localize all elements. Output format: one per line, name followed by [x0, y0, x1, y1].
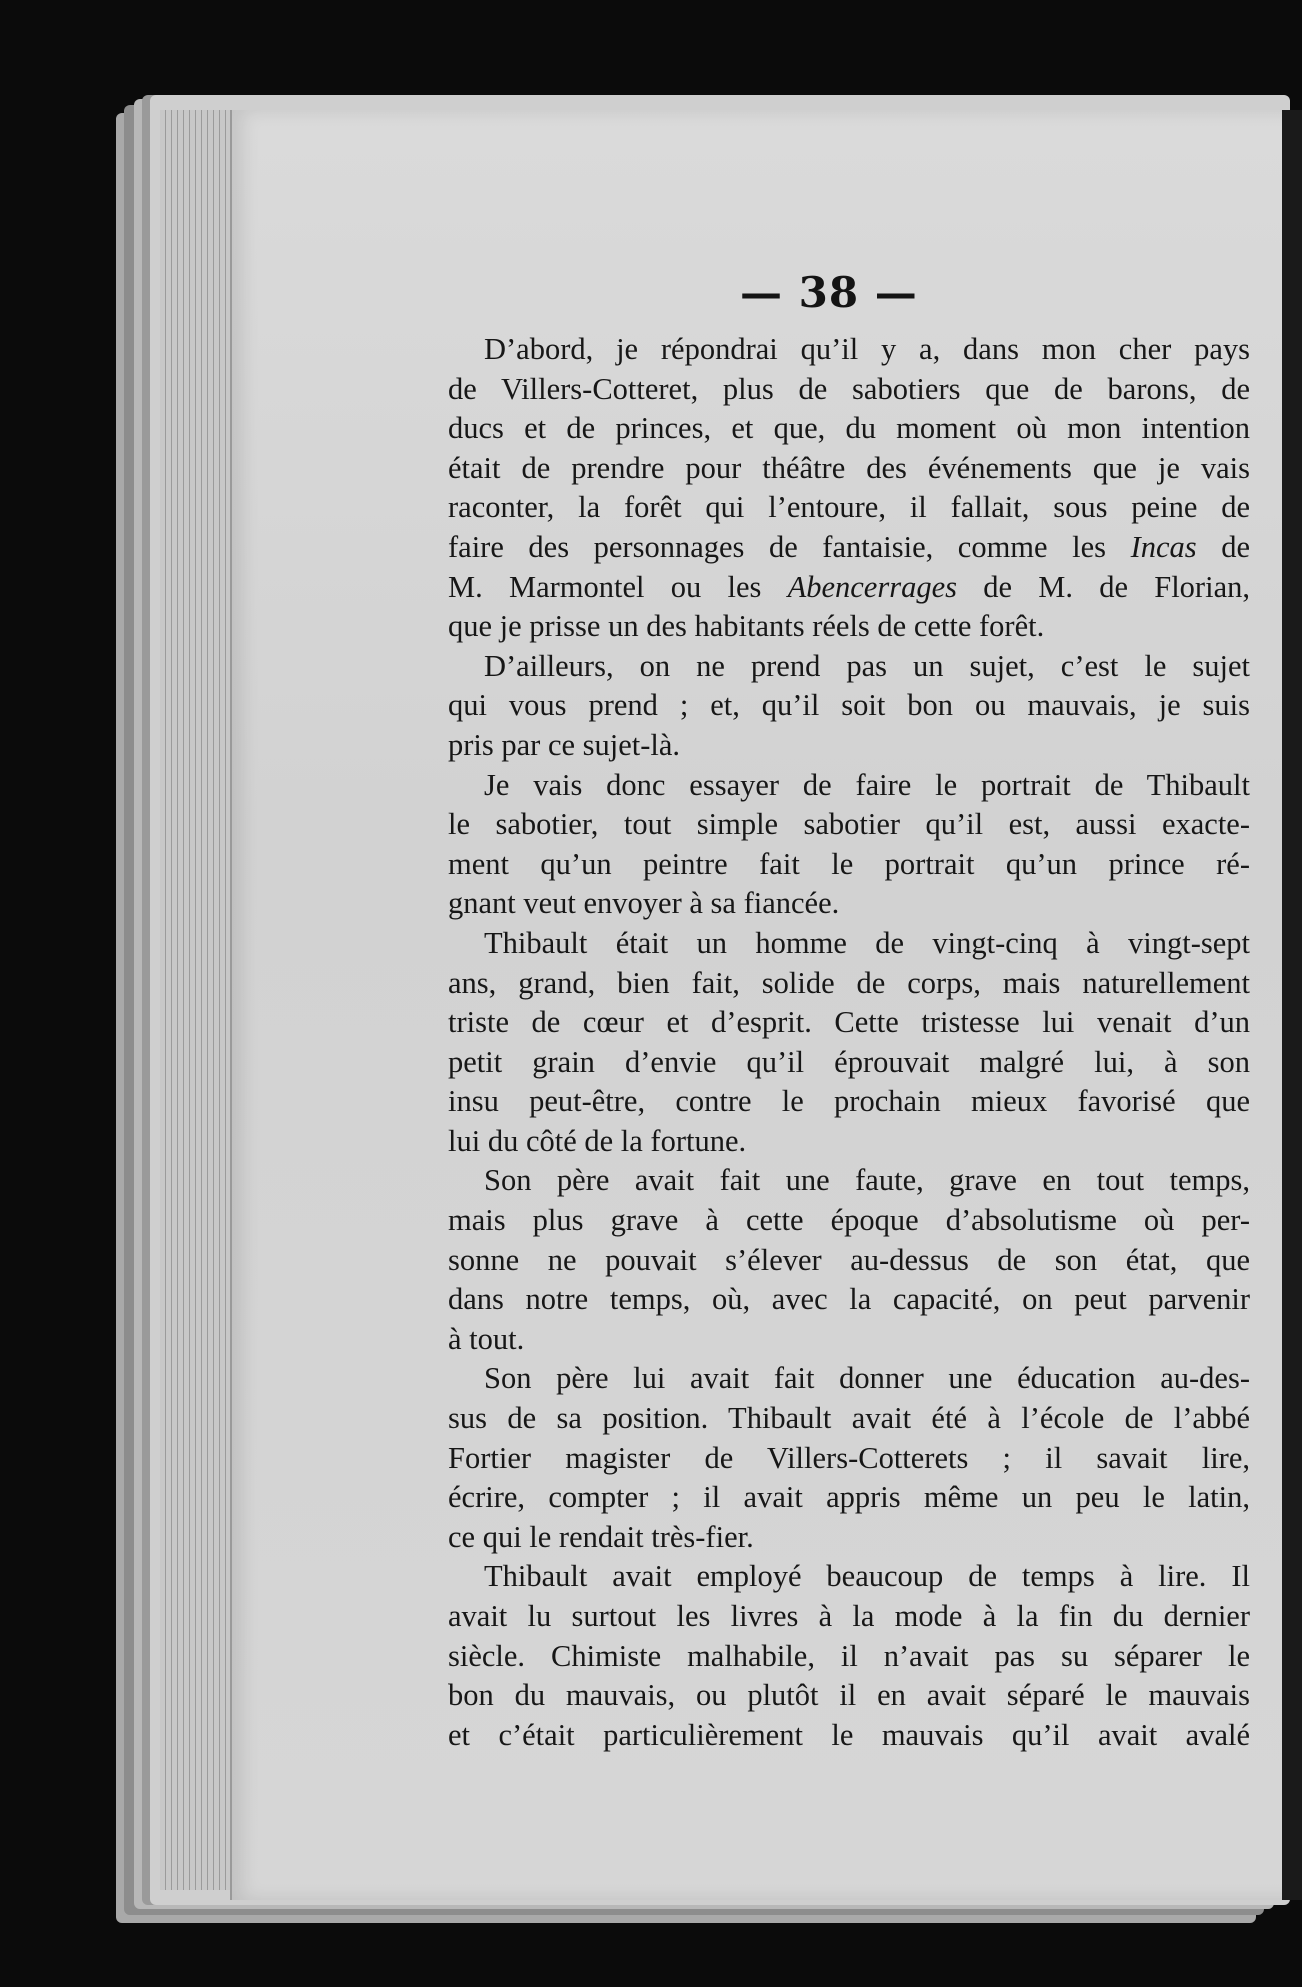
text-line: triste de cœur et d’esprit. Cette tristesse lui venait d’un — [448, 1005, 1250, 1040]
text-line: ducs et de princes, et que, du moment où mon intention — [448, 411, 1250, 446]
text-line: M. Marmontel ou les Abencerrages de M. de Florian, — [448, 569, 1250, 604]
text-line: pris par ce sujet-là. — [448, 727, 681, 762]
text-line: faire des personnages de fantaisie, comme les Incas de — [448, 529, 1250, 564]
text-line: qui vous prend ; et, qu’il soit bon ou mauvais, je suis — [448, 688, 1250, 723]
text-line: le sabotier, tout simple sabotier qu’il est, aussi exacte- — [448, 807, 1250, 842]
scan-right-border — [1282, 110, 1302, 1900]
text-line: sus de sa position. Thibault avait été à l’école de l’abbé — [448, 1401, 1250, 1436]
paragraph — [412, 647, 1250, 766]
text-line: Thibault avait employé beaucoup de temps à lire. Il — [484, 1559, 1250, 1594]
text-line: insu peut-être, contre le prochain mieux favorisé que — [448, 1084, 1250, 1119]
paragraph — [412, 330, 1250, 647]
paragraph — [412, 924, 1250, 1162]
page-number: — 38 — — [740, 268, 918, 317]
text-line: et c’était particulièrement le mauvais qu’il avait avalé — [448, 1717, 1250, 1752]
text-line: Je vais donc essayer de faire le portrait de Thibault — [484, 767, 1250, 802]
italic-title: Abencerrages — [787, 569, 957, 604]
text-line: gnant veut envoyer à sa fiancée. — [448, 886, 840, 921]
text-line: Son père lui avait fait donner une éducation au-des- — [484, 1361, 1250, 1396]
text-line: petit grain d’envie qu’il éprouvait malgré lui, à son — [448, 1044, 1250, 1079]
text-line: siècle. Chimiste malhabile, il n’avait pas su séparer le — [448, 1638, 1250, 1673]
paragraph — [412, 766, 1250, 924]
text-line: Thibault était un homme de vingt-cinq à vingt-sept — [484, 925, 1250, 960]
text-line: dans notre temps, où, avec la capacité, on peut parvenir — [448, 1282, 1250, 1317]
text-line: Fortier magister de Villers-Cotterets ; il savait lire, — [448, 1440, 1250, 1475]
text-line: sonne ne pouvait s’élever au-dessus de son état, que — [448, 1242, 1250, 1277]
text-line: D’ailleurs, on ne prend pas un sujet, c’est le sujet — [484, 648, 1250, 683]
text-line: ce qui le rendait très-fier. — [448, 1519, 754, 1554]
text-line: à tout. — [448, 1321, 525, 1356]
text-line: lui du côté de la fortune. — [448, 1123, 747, 1158]
text-line: était de prendre pour théâtre des événements que je vais — [448, 450, 1250, 485]
text-line: que je prisse un des habitants réels de cette forêt. — [448, 609, 1045, 644]
body-text — [412, 330, 1250, 1755]
text-line: ans, grand, bien fait, solide de corps, mais naturellement — [448, 965, 1250, 1000]
text-line: D’abord, je répondrai qu’il y a, dans mon cher pays — [484, 332, 1250, 366]
text-line: écrire, compter ; il avait appris même un peu le latin, — [448, 1480, 1250, 1515]
text-line: Son père avait fait une faute, grave en tout temps, — [484, 1163, 1250, 1198]
text-line: bon du mauvais, ou plutôt il en avait séparé le mauvais — [448, 1678, 1250, 1713]
paragraph — [412, 1161, 1250, 1359]
text-line: raconter, la forêt qui l’entoure, il fallait, sous peine de — [448, 490, 1250, 525]
italic-title: Incas — [1130, 529, 1197, 564]
text-line: avait lu surtout les livres à la mode à la fin du dernier — [448, 1599, 1250, 1633]
text-line: de Villers-Cotteret, plus de sabotiers que de barons, de — [448, 371, 1250, 406]
paragraph — [412, 1557, 1250, 1755]
paragraph — [412, 1359, 1250, 1557]
text-line: ment qu’un peintre fait le portrait qu’un prince ré- — [448, 846, 1250, 881]
text-line: mais plus grave à cette époque d’absolutisme où per- — [448, 1203, 1250, 1238]
